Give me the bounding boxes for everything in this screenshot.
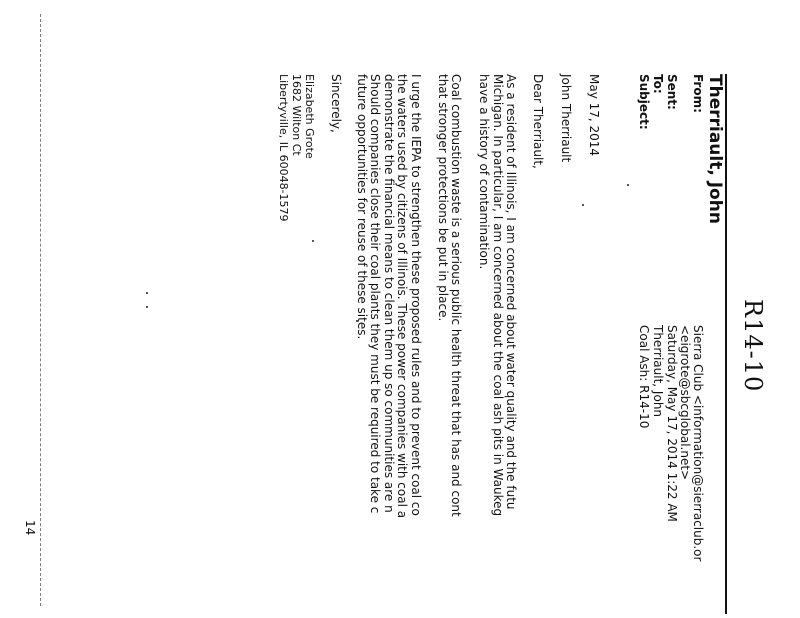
scan-edge [40, 14, 42, 606]
letter-recipient: John Therriault [559, 74, 573, 163]
signature-city: Libertyville, IL 60048-1579 [277, 74, 290, 222]
header-value-from: Sierra Club <information@sierraclub.or [691, 325, 705, 562]
paragraph-3-line-1: I urge the IEPA to strengthen these proposed rules and to prevent coal co [409, 74, 423, 516]
signature-name: Elizabeth Grote [303, 74, 316, 159]
paragraph-1-line-1: As a resident of Illinois, I am concerned about water quality and the futu [504, 74, 518, 510]
scan-speck [146, 306, 148, 308]
header-label-subject: Subject: [637, 74, 651, 130]
header-value-sent: Saturday, May 17, 2014 1:22 AM [665, 325, 679, 522]
sender-name-heading: Therriault, John [705, 74, 725, 224]
header-value-to: Therriault, John [651, 325, 665, 418]
header-label-sent: Sent: [665, 74, 679, 110]
letter-date: May 17, 2014 [587, 74, 601, 157]
header-value-email: <eigrote@sbcglobal.net> [678, 325, 692, 481]
paragraph-1-line-2: Michigan. In particular, I am concerned about the coal ash pits in Waukeg [491, 74, 505, 517]
header-label-to: To: [651, 74, 665, 94]
header-rule [725, 74, 727, 614]
paragraph-3-line-2: the waters used by citizens of Illinois. These power companies with coal a [395, 74, 409, 519]
document-id: R14-10 [739, 299, 767, 393]
scan-speck [627, 184, 629, 186]
scan-speck [582, 204, 584, 206]
header-value-subject: Coal Ash: R14-10 [637, 325, 651, 429]
paragraph-1-line-3: have a history of contamination. [477, 74, 491, 270]
paragraph-2-line-2: that stronger protections be put in place. [436, 74, 450, 322]
letter-salutation: Dear Therriault, [531, 74, 545, 169]
paragraph-2-line-1: Coal combustion waste is a serious public health threat that has and cont [449, 74, 463, 517]
scan-speck [146, 292, 148, 294]
signature-street: 1682 Wilton Ct [290, 74, 303, 156]
paragraph-3-line-5: future opportunities for reuse of these sites. [355, 74, 369, 340]
page-number: 14 [23, 520, 37, 536]
header-label-from: From: [691, 74, 705, 113]
scan-speck [312, 240, 314, 242]
paragraph-3-line-3: demonstrate the financial means to clean them up so communities are n [382, 74, 396, 513]
paragraph-3-line-4: Should companies close their coal plants they must be required to take c [368, 74, 382, 514]
letter-closing: Sincerely, [329, 74, 343, 133]
